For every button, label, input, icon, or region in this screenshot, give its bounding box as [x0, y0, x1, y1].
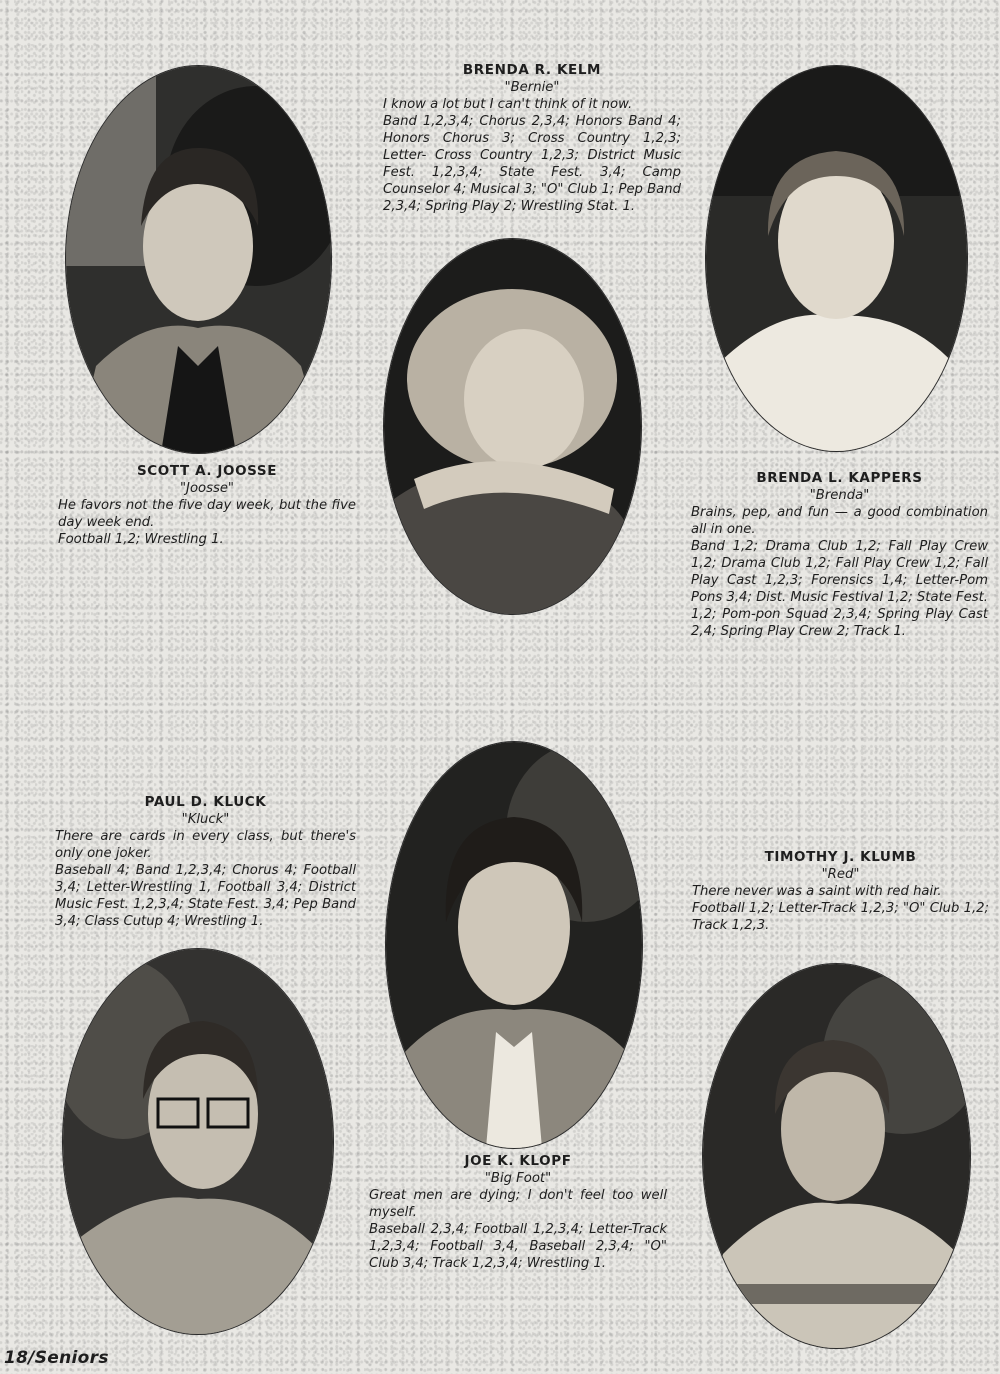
student-name: TIMOTHY J. KLUMB — [764, 849, 917, 865]
student-activities: Football 1,2; Letter-Track 1,2,3; "O" Club 1,2; Track 1,2,3. — [692, 901, 989, 933]
student-nickname: "Big Foot" — [484, 1171, 552, 1186]
student-quote: Great men are dying; I don't feel too well myself. — [369, 1188, 667, 1220]
bio-paul-kluck — [55, 794, 356, 930]
student-nickname: "Kluck" — [181, 812, 230, 827]
portrait-timothy-klumb — [703, 964, 970, 1348]
bio-brenda-kelm — [383, 62, 681, 215]
student-quote: I know a lot but I can't think of it now. — [383, 97, 633, 112]
student-name: JOE K. KLOPF — [464, 1153, 572, 1169]
student-activities: Band 1,2,3,4; Chorus 2,3,4; Honors Band 4; Honors Chorus 3; Cross Country 1,2,3; Letter- Cross Country 1,2,3; District Music Fest. 1,2,3,4; State Fest. 3,4; Camp Counselor 4; Musical 3; "O" Club 1; Pep Band 2,3,4; Spring Play 2; Wrestling Stat. 1. — [383, 114, 681, 214]
student-quote: He favors not the five day week, but the five day week end. — [58, 498, 356, 530]
student-name: PAUL D. KLUCK — [144, 794, 267, 810]
portrait-paul-kluck — [63, 949, 333, 1334]
student-nickname: "Red" — [821, 867, 860, 882]
student-quote: Brains, pep, and fun — a good combination all in one. — [691, 505, 988, 537]
page-folio: 18/Seniors — [4, 1348, 109, 1368]
bio-joe-klopf — [369, 1153, 667, 1272]
student-name: SCOTT A. JOOSSE — [136, 463, 278, 479]
student-name: BRENDA R. KELM — [462, 62, 602, 78]
student-nickname: "Joosse" — [179, 481, 234, 496]
student-activities: Football 1,2; Wrestling 1. — [58, 532, 224, 547]
bio-brenda-kappers — [691, 470, 988, 640]
bio-scott-joosse — [58, 463, 356, 548]
student-nickname: "Bernie" — [504, 80, 560, 95]
portrait-brenda-kelm — [384, 239, 641, 614]
student-activities: Band 1,2; Drama Club 1,2; Fall Play Crew 1,2; Drama Club 1,2; Fall Play Crew 1,2; Fall Play Cast 1,2,3; Forensics 1,4; Letter-Pom Pons 3,4; Dist. Music Festival 1,2; State Fest. 1,2; Pom-pon Squad 2,3,4; Spring Play Cast 2,4; Spring Play Crew 2; Track 1. — [691, 539, 988, 639]
portrait-joe-klopf — [386, 742, 642, 1148]
student-name: BRENDA L. KAPPERS — [756, 470, 923, 486]
student-activities: Baseball 4; Band 1,2,3,4; Chorus 4; Football 3,4; Letter-Wrestling 1, Football 3,4; District Music Fest. 1,2,3,4; State Fest. 3,4; Pep Band 3,4; Class Cutup 4; Wrestling 1. — [55, 863, 356, 929]
student-quote: There never was a saint with red hair. — [692, 884, 942, 899]
portrait-brenda-kappers — [706, 66, 967, 451]
portrait-scott-joosse — [66, 66, 331, 453]
student-nickname: "Brenda" — [809, 488, 870, 503]
student-activities: Baseball 2,3,4; Football 1,2,3,4; Letter-Track 1,2,3,4; Football 3,4, Baseball 2,3,4; "O" Club 3,4; Track 1,2,3,4; Wrestling 1. — [369, 1222, 667, 1271]
bio-timothy-klumb — [692, 849, 989, 934]
student-quote: There are cards in every class, but there's only one joker. — [55, 829, 356, 861]
